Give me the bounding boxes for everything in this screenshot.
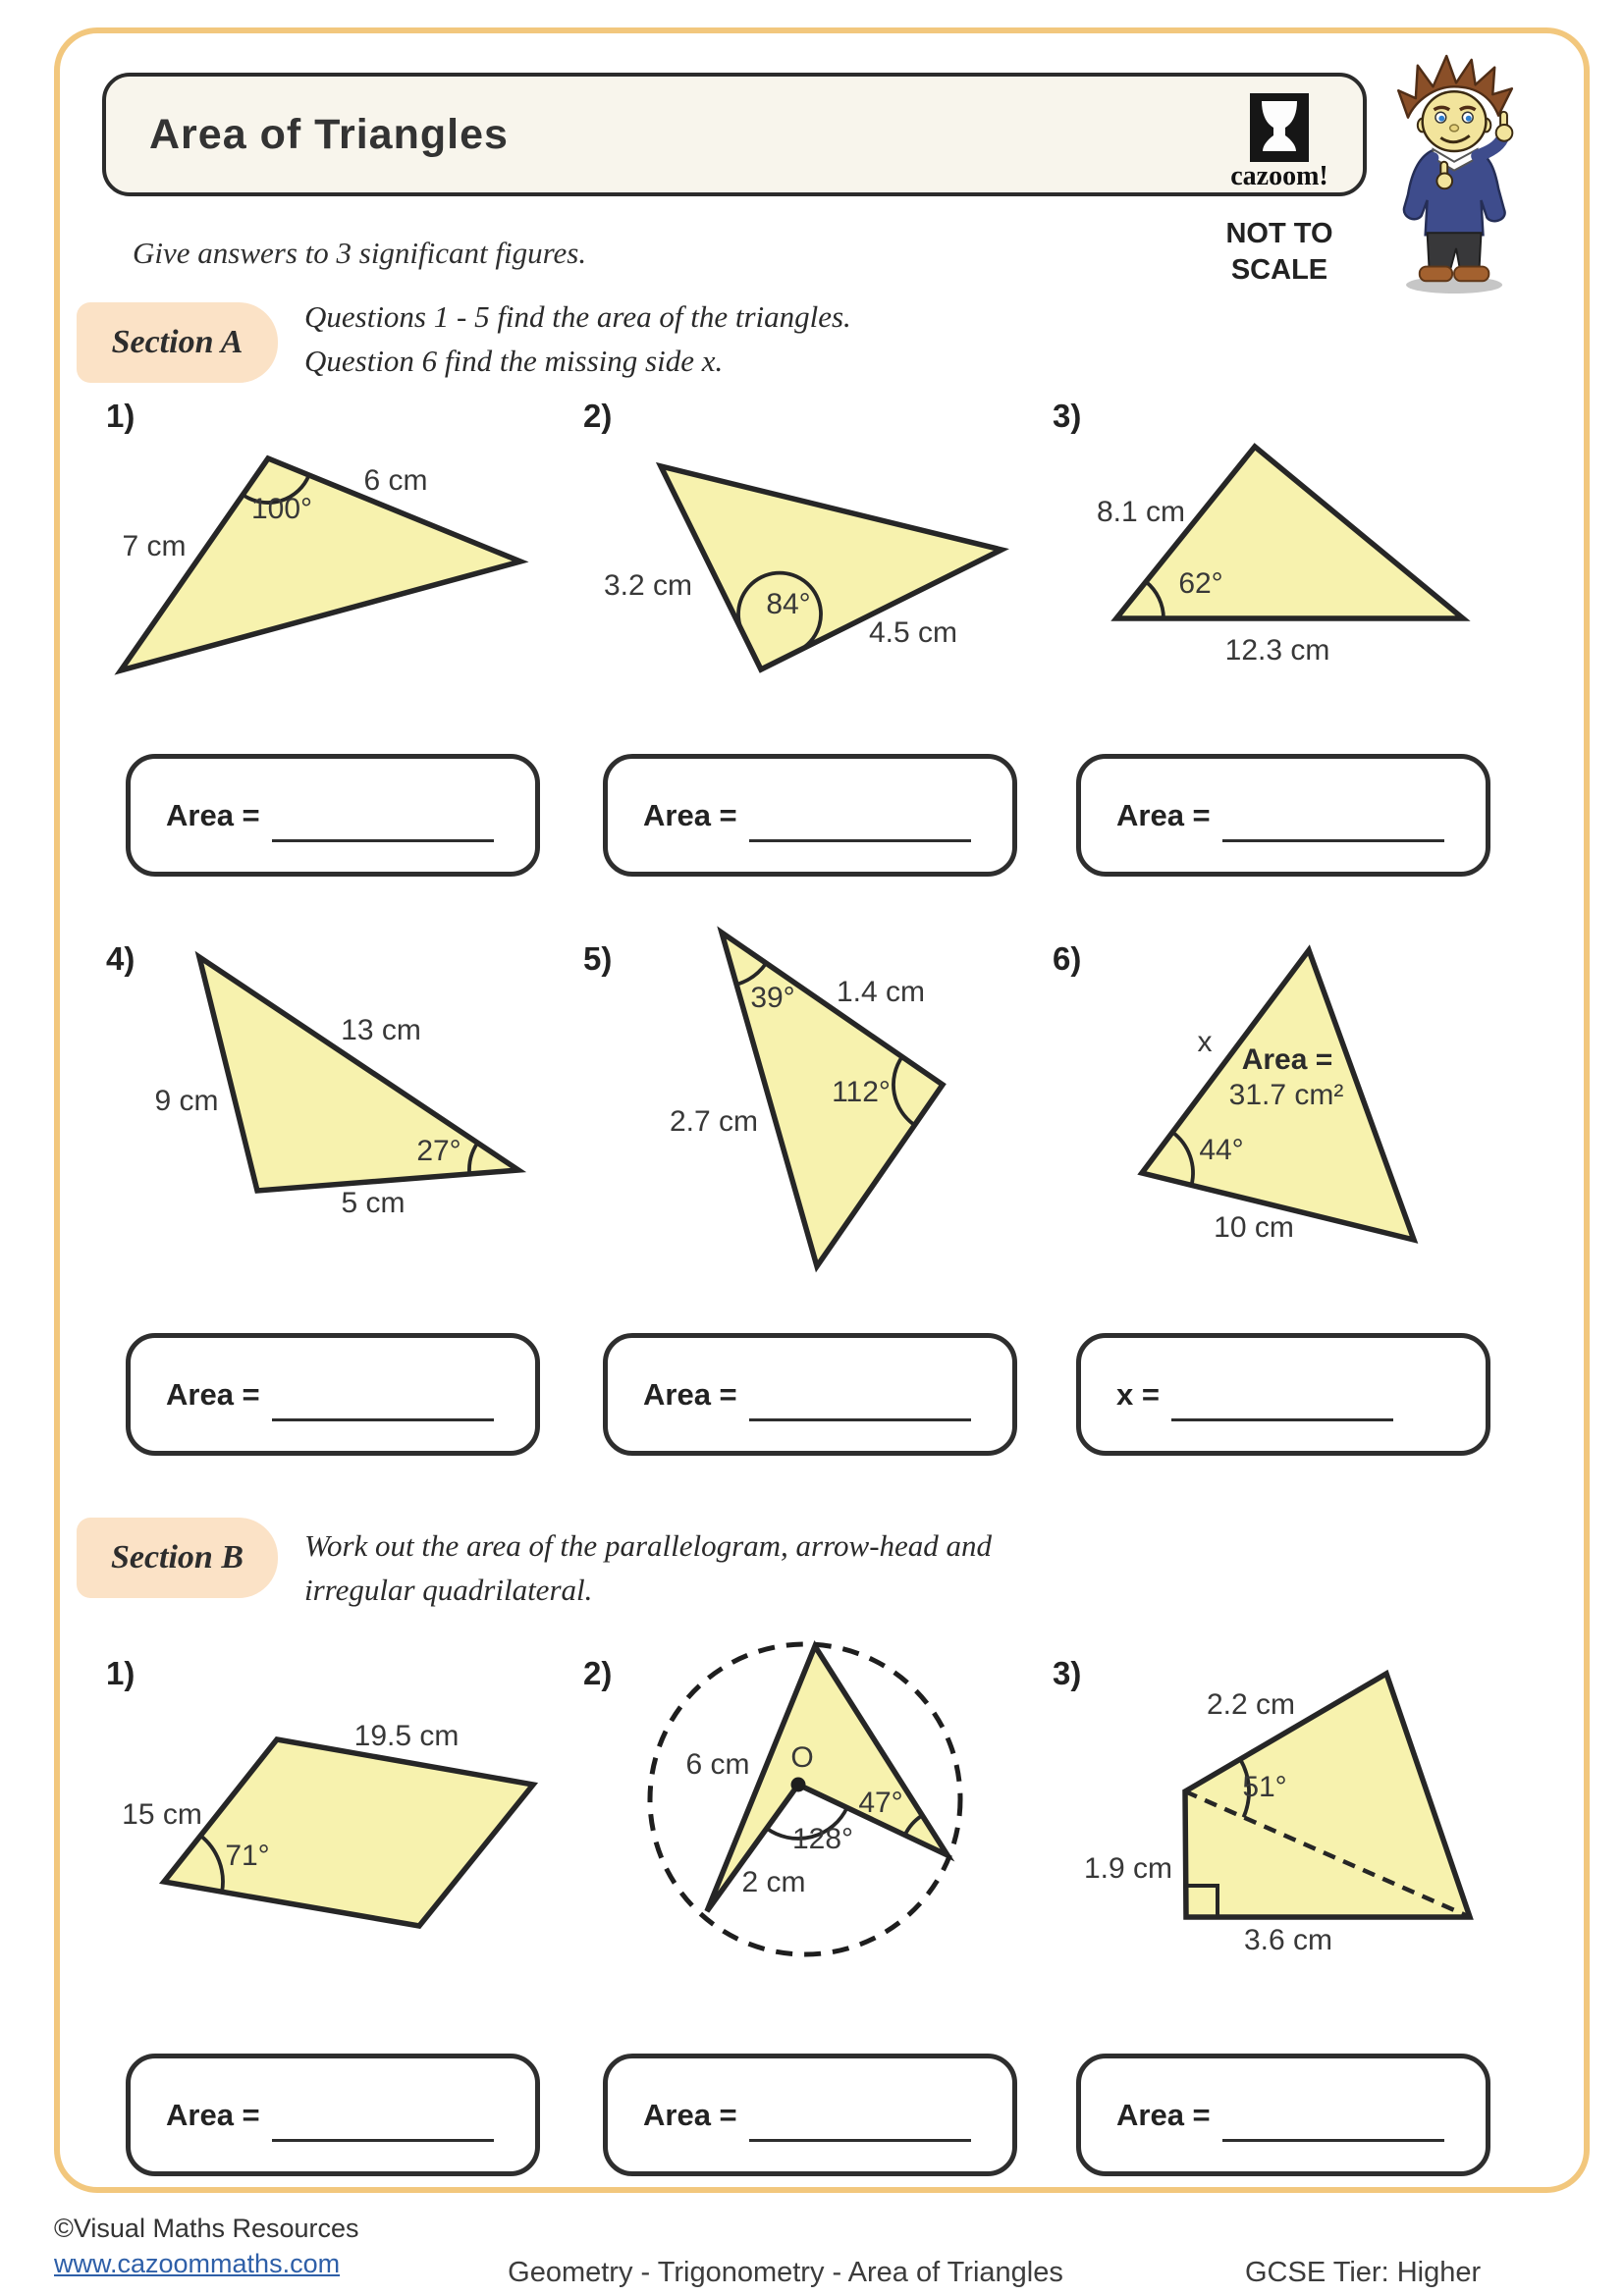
q2-angle-label: 84°: [766, 588, 811, 620]
footer-tier: GCSE Tier: Higher: [1245, 2257, 1482, 2288]
question-number-a3: 3): [1053, 398, 1082, 434]
section-a-instruction-line1: Questions 1 - 5 find the area of the triangles.: [304, 299, 851, 334]
b2-center-label: O: [790, 1741, 814, 1774]
q3-angle-label: 62°: [1178, 567, 1223, 600]
b1-left-side-label: 15 cm: [122, 1798, 202, 1831]
b3-top-side-label: 2.2 cm: [1206, 1688, 1296, 1721]
q5-left-side-label: 2.7 cm: [669, 1105, 759, 1138]
answer-label-a6: x =: [1116, 1376, 1160, 1412]
q5-top-angle-label: 39°: [750, 982, 795, 1014]
q3-base-label: 12.3 cm: [1224, 634, 1330, 667]
q5-right-angle-label: 112°: [832, 1076, 891, 1108]
answer-blank-a1[interactable]: [272, 788, 494, 842]
q6-angle-label: 44°: [1199, 1134, 1244, 1166]
answers-note: Give answers to 3 significant figures.: [133, 236, 587, 270]
answer-box-a3: [1076, 754, 1490, 877]
mascot-boy-illustration: [1394, 54, 1520, 294]
q4-top-side-label: 13 cm: [341, 1014, 421, 1046]
q1-angle-label: 100°: [250, 493, 313, 525]
question-number-a4: 4): [106, 940, 135, 977]
q4-angle-label: 27°: [416, 1135, 461, 1167]
section-b-label: Section B: [77, 1518, 278, 1598]
answer-box-a2: [603, 754, 1017, 877]
answer-blank-a5[interactable]: [749, 1367, 971, 1421]
q6-unknown-side-label: x: [1197, 1026, 1213, 1058]
answer-blank-b1[interactable]: [272, 2088, 494, 2142]
q2-left-side-label: 3.2 cm: [603, 569, 693, 602]
answer-box-a1: [126, 754, 540, 877]
cazoom-logo-icon: [1248, 92, 1313, 165]
page-title: Area of Triangles: [149, 110, 509, 158]
q2-right-side-label: 4.5 cm: [868, 616, 958, 649]
section-a-instructions: [304, 294, 851, 383]
question-number-b3: 3): [1053, 1655, 1082, 1691]
mascot-pants: [1428, 233, 1482, 269]
answer-blank-a6[interactable]: [1171, 1367, 1393, 1421]
b2-right-angle-label: 47°: [858, 1787, 903, 1819]
answer-label-a3: Area =: [1116, 797, 1211, 832]
b2-radius-top-label: 6 cm: [685, 1748, 750, 1781]
answer-label-a5: Area =: [643, 1376, 737, 1412]
b3-angle-label: 51°: [1242, 1771, 1287, 1803]
q6-base-label: 10 cm: [1214, 1211, 1294, 1244]
triangle-3-shape: [1116, 447, 1463, 618]
answer-label-a4: Area =: [166, 1376, 260, 1412]
b1-top-side-label: 19.5 cm: [353, 1720, 460, 1752]
question-number-a5: 5): [583, 940, 613, 977]
answer-box-a5: [603, 1333, 1017, 1456]
b2-radius-bottom-label: 2 cm: [741, 1866, 806, 1898]
q1-top-side-label: 6 cm: [363, 464, 428, 497]
footer-website-link[interactable]: www.cazoommaths.com: [54, 2249, 341, 2278]
answer-blank-b3[interactable]: [1222, 2088, 1444, 2142]
question-number-b1: 1): [106, 1655, 135, 1691]
answer-blank-a2[interactable]: [749, 788, 971, 842]
section-a-label: Section A: [77, 302, 278, 383]
b1-angle-label: 71°: [225, 1840, 270, 1872]
answer-label-a1: Area =: [166, 797, 260, 832]
section-a-instruction-line2: Question 6 find the missing side x.: [304, 344, 724, 378]
answer-label-b1: Area =: [166, 2097, 260, 2132]
question-number-b2: 2): [583, 1655, 613, 1691]
q1-left-side-label: 7 cm: [122, 530, 187, 562]
answer-box-b3: [1076, 2054, 1490, 2176]
q5-top-side-label: 1.4 cm: [836, 976, 926, 1008]
answer-box-b2: [603, 2054, 1017, 2176]
answer-label-b2: Area =: [643, 2097, 737, 2132]
cazoom-logo-text: cazoom!: [1230, 161, 1328, 191]
q4-left-side-label: 9 cm: [154, 1085, 219, 1117]
answer-box-b1: [126, 2054, 540, 2176]
section-b-instructions: [304, 1523, 992, 1612]
q6-area-label: Area =: [1241, 1043, 1333, 1076]
answer-label-a2: Area =: [643, 797, 737, 832]
b3-left-side-label: 1.9 cm: [1083, 1852, 1173, 1885]
answer-blank-b2[interactable]: [749, 2088, 971, 2142]
b3-base-label: 3.6 cm: [1243, 1924, 1333, 1956]
answer-blank-a3[interactable]: [1222, 788, 1444, 842]
q6-area-value: 31.7 cm²: [1228, 1079, 1344, 1111]
q3-left-side-label: 8.1 cm: [1096, 496, 1186, 528]
section-b-instruction-line1: Work out the area of the parallelogram, arrow-head and: [304, 1528, 993, 1563]
answer-box-a6: [1076, 1333, 1490, 1456]
answer-label-b3: Area =: [1116, 2097, 1211, 2132]
footer-copyright: ©Visual Maths Resources: [54, 2214, 359, 2243]
answer-blank-a4[interactable]: [272, 1367, 494, 1421]
b2-center-angle-label: 128°: [791, 1823, 854, 1855]
answer-box-a4: [126, 1333, 540, 1456]
q4-base-label: 5 cm: [341, 1187, 406, 1219]
question-number-a1: 1): [106, 398, 135, 434]
question-number-a2: 2): [583, 398, 613, 434]
circle-center-dot: [791, 1778, 806, 1792]
footer-topic: Geometry - Trigonometry - Area of Triangles: [508, 2257, 1063, 2288]
parallelogram-shape: [164, 1739, 533, 1926]
not-to-scale-label: NOT TO SCALE: [1225, 218, 1333, 286]
title-box: [102, 73, 1367, 196]
section-b-instruction-line2: irregular quadrilateral.: [304, 1573, 593, 1607]
question-number-a6: 6): [1053, 940, 1082, 977]
triangle-1-shape: [121, 458, 520, 670]
